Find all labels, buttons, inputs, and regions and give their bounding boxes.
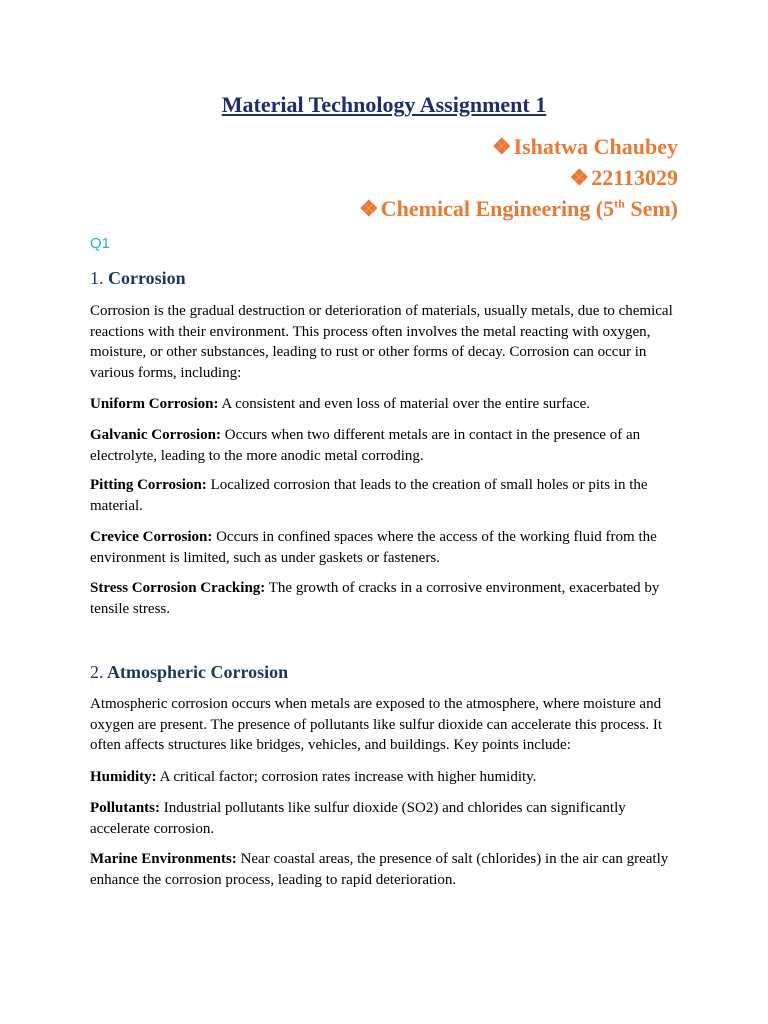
section-number: 2. [90,662,104,682]
list-item-desc: Localized corrosion that leads to the creation of small holes or pits in the material. [90,477,648,514]
list-item-term: Pollutants: [90,800,161,816]
list-item-desc: A critical factor; corrosion rates increase with higher humidity. [156,769,537,785]
list-item [90,425,680,466]
author-name-line [492,134,678,160]
author-name: Ishatwa Chaubey [513,134,678,159]
roll-number: 22113029 [591,165,678,190]
section-intro-paragraph: Atmospheric corrosion occurs when metals are exposed to the atmosphere, where moisture and oxygen are present. The presence of pollutants like sulfur dioxide can accelerate this process. It often affects structures like bridges, vehicles, and buildings. Key points include: [90,696,663,754]
list-item-term: Galvanic Corrosion: [90,427,221,443]
list-item-term: Stress Corrosion Cracking: [90,580,266,596]
program-superscript: th [614,196,625,211]
section-intro-paragraph: Corrosion is the gradual destruction or deterioration of materials, usually metals, due to chemical reactions with their environment. This process often involves the metal reacting with oxygen, moisture, or other substances, leading to rust or other forms of decay. Corrosion can occur in various forms, including: [90,303,673,381]
roll-number-line [569,165,678,191]
list-item-desc: Occurs in confined spaces where the access of the working fluid from the environment is limited, such as under gaskets or fasteners. [90,529,657,566]
section-heading-atmospheric-corrosion [90,662,288,683]
list-item-term: Uniform Corrosion: [90,396,219,412]
list-item-term: Crevice Corrosion: [90,529,213,545]
diamond-bullet-icon: ❖ [359,196,379,221]
section-title: Corrosion [108,268,186,288]
program-suffix: Sem) [624,196,678,221]
list-item [90,849,680,890]
diamond-bullet-icon: ❖ [491,134,512,159]
program-prefix: Chemical Engineering (5 [380,196,615,221]
list-item [90,798,680,839]
list-item [90,767,680,788]
section-heading-corrosion [90,268,186,289]
list-item-desc: Near coastal areas, the presence of salt (chlorides) in the air can greatly enhance the corrosion process, leading to rapid deterioration. [90,851,669,888]
list-item-term: Pitting Corrosion: [90,477,207,493]
list-item-desc: Occurs when two different metals are in contact in the presence of an electrolyte, leading to the more anodic metal corroding. [90,427,641,464]
list-item-desc: Industrial pollutants like sulfur dioxide (SO2) and chlorides can significantly accelerate corrosion. [90,800,626,837]
list-item-term: Marine Environments: [90,851,237,867]
list-item-desc: A consistent and even loss of material over the entire surface. [218,396,591,412]
question-label: Q1 [90,235,111,252]
section-number: 1. [90,268,104,288]
document-title: Material Technology Assignment 1 [221,92,547,117]
diamond-bullet-icon: ❖ [569,165,590,190]
list-item [90,527,680,568]
section-title: Atmospheric Corrosion [107,662,289,682]
list-item-desc: The growth of cracks in a corrosive environment, exacerbated by tensile stress. [90,580,660,617]
list-item [90,475,680,516]
list-item [90,578,680,619]
list-item-term: Humidity: [90,769,157,785]
list-item [90,394,680,415]
program-line [359,196,678,222]
